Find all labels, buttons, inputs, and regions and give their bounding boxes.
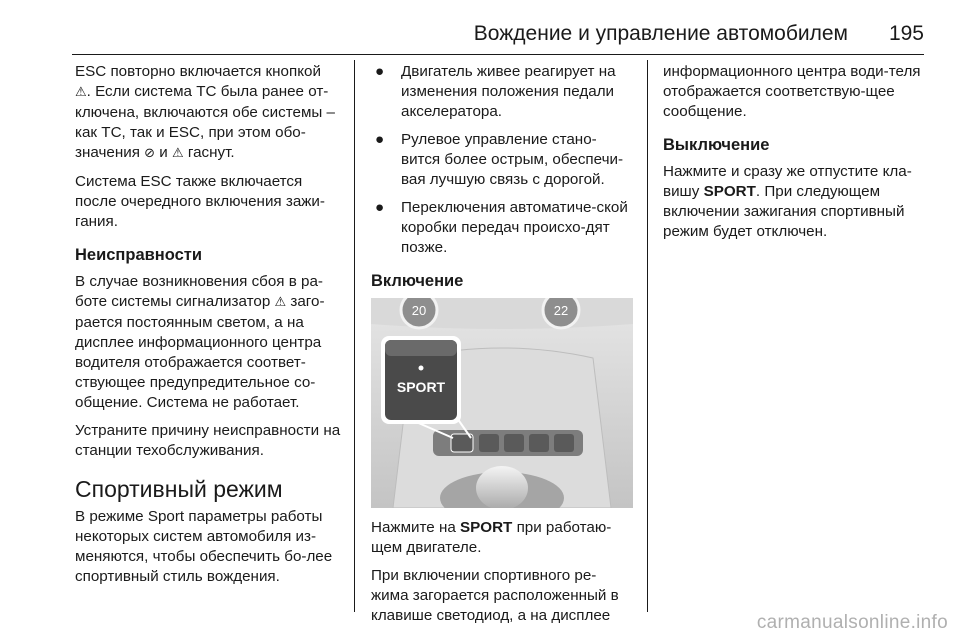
paragraph-deactivation: Нажмите и сразу же отпустите кла-вишу SPORT. При следующем включении зажигания спортивный режим будет отключен. [663,163,912,240]
paragraph-sport-intro: В режиме Sport параметры работы некоторых систем автомобиля из-меняются, чтобы обеспечить бо-лее спортивный стиль вождения. [75,508,333,585]
column-divider-1 [354,60,355,612]
left-dial-label: 20 [411,303,427,318]
right-dial-label: 22 [553,303,569,318]
sport-button-label: SPORT [396,379,446,395]
led-indicator [419,366,424,371]
sport-effects-list [371,62,633,258]
watermark: carmanualsonline.info [756,612,948,633]
page-title: Вождение и управление автомобилем [473,22,848,45]
sport-button-drawing [371,298,633,508]
paragraph-fault-description: В случае возникновения сбоя в ра-боте системы сигнализатор ⚠ заго-рается постоянным светом, а на дисплее информационного центра водителя отображается соответ-ствующее предупредительное со-общение. Система не работает. [75,273,325,411]
page-number: 195 [888,22,924,45]
paragraph-fault-fix: Устраните причину неисправности на станции техобслуживания. [75,422,341,459]
column-2 [371,62,633,634]
heading-faults: Неисправности [75,246,203,264]
paragraph-led: При включении спортивного ре-жима загорается расположенный в клавише светодиод, а на дисплее [371,567,619,624]
traction-control-warning-icon: ⚠ [75,85,87,100]
paragraph-esc-ignition: Система ESC также включается после очередного включения зажи-гания. [75,173,325,230]
sport-button-illustration [371,298,633,508]
column-divider-2 [647,60,648,612]
list-item: ● Двигатель живее реагирует на изменения положения педали акселератора. [375,63,616,120]
heading-sport-mode: Спортивный режим [75,476,283,502]
list-item: ● Рулевое управление стано-вится более острым, обеспечи-вая лучшую связь с дорогой. [375,131,624,188]
traction-control-warning-icon: ⚠ [274,295,287,310]
esc-off-icon: ⚠ [171,146,184,161]
tc-off-icon: ⊘ [144,146,156,161]
paragraph-esc-reactivation: ESC повторно включается кнопкой ⚠. Если система TC была ранее от-ключена, включаются обе системы – как TC, так и ESC, при этом обо-значения ⊘ и ⚠ гаснут. [75,63,335,161]
page-header [0,0,960,56]
list-item: ● Переключения автоматиче-ской коробки передач происхо-дят позже. [375,199,628,256]
header-divider [72,54,924,55]
column-3 [663,62,925,250]
paragraph-display-message: информационного центра води-теля отображается соответствую-щее сообщение. [663,63,921,120]
paragraph-press-sport: Нажмите на SPORT при работаю-щем двигателе. [371,519,612,556]
heading-activation: Включение [371,272,464,290]
heading-deactivation: Выключение [663,136,770,154]
column-1 [75,62,341,595]
